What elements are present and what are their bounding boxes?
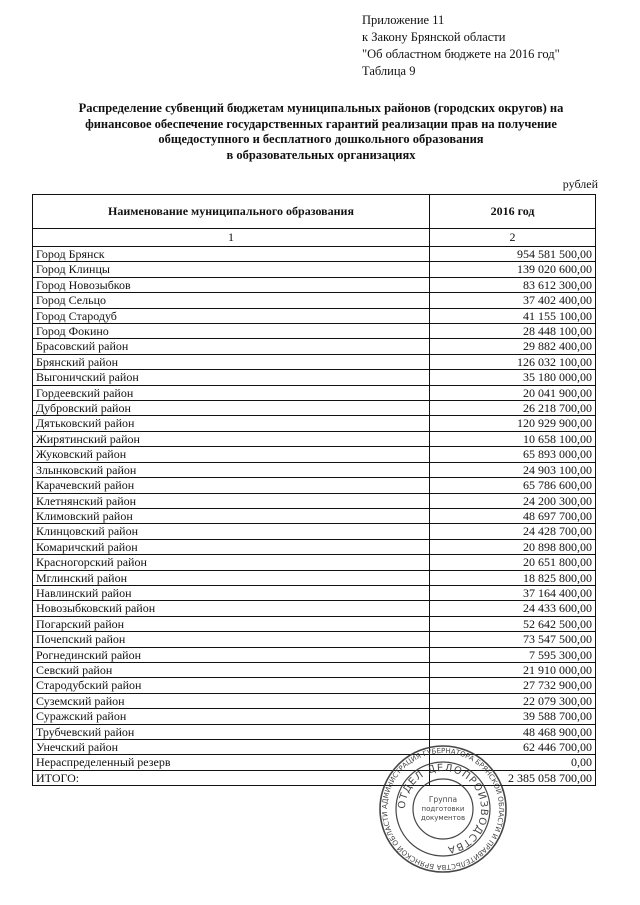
table-row (33, 601, 596, 616)
municipality-name: Город Новозыбков (33, 277, 430, 292)
table-row (33, 724, 596, 739)
subvention-amount: 126 032 100,00 (430, 354, 596, 369)
subvention-amount: 48 468 900,00 (430, 724, 596, 739)
subvention-amount: 52 642 500,00 (430, 616, 596, 631)
table-row (33, 555, 596, 570)
subvention-amount: 139 020 600,00 (430, 262, 596, 277)
municipality-name: ИТОГО: (33, 770, 430, 785)
subvention-amount: 24 428 700,00 (430, 524, 596, 539)
municipality-name: Клинцовский район (33, 524, 430, 539)
municipality-name: Унечский район (33, 740, 430, 755)
municipality-name: Новозыбковский район (33, 601, 430, 616)
municipality-name: Навлинский район (33, 585, 430, 600)
municipality-name: Рогнединский район (33, 647, 430, 662)
subvention-amount: 62 446 700,00 (430, 740, 596, 755)
subvention-amount: 37 402 400,00 (430, 293, 596, 308)
table-row (33, 508, 596, 523)
table-row (33, 678, 596, 693)
subvention-amount: 37 164 400,00 (430, 585, 596, 600)
table-row (33, 339, 596, 354)
subvention-amount: 26 218 700,00 (430, 401, 596, 416)
table-row (33, 431, 596, 446)
subvention-amount: 28 448 100,00 (430, 324, 596, 339)
subvention-amount: 10 658 100,00 (430, 431, 596, 446)
table-row (33, 293, 596, 308)
subvention-amount: 41 155 100,00 (430, 308, 596, 323)
table-row (33, 447, 596, 462)
table-row (33, 247, 596, 262)
table-row (33, 770, 596, 785)
subvention-amount: 2 385 058 700,00 (430, 770, 596, 785)
municipality-name: Дубровский район (33, 401, 430, 416)
subvention-amount: 7 595 300,00 (430, 647, 596, 662)
table-row (33, 354, 596, 369)
subvention-amount: 48 697 700,00 (430, 508, 596, 523)
subvention-amount: 24 200 300,00 (430, 493, 596, 508)
municipality-name: Погарский район (33, 616, 430, 631)
stamp-center-line-2: подготовки (421, 805, 465, 813)
table-row (33, 478, 596, 493)
subvention-amount: 0,00 (430, 755, 596, 770)
table-row (33, 585, 596, 600)
municipality-name: Карачевский район (33, 478, 430, 493)
subvention-table (32, 194, 596, 786)
subvention-amount: 65 786 600,00 (430, 478, 596, 493)
subvention-amount: 29 882 400,00 (430, 339, 596, 354)
municipality-name: Почепский район (33, 632, 430, 647)
municipality-name: Выгоничский район (33, 370, 430, 385)
municipality-name: Стародубский район (33, 678, 430, 693)
subvention-amount: 39 588 700,00 (430, 709, 596, 724)
municipality-name: Злынковский район (33, 462, 430, 477)
table-row (33, 416, 596, 431)
municipality-name: Дятьковский район (33, 416, 430, 431)
municipality-name: Брянский район (33, 354, 430, 369)
official-stamp (378, 744, 508, 874)
table-row (33, 570, 596, 585)
title-line-4: в образовательных организациях (226, 147, 416, 162)
appendix-line-2: к Закону Брянской области (362, 30, 506, 44)
municipality-name: Севский район (33, 662, 430, 677)
municipality-name: Жуковский район (33, 447, 430, 462)
table-row (33, 324, 596, 339)
column-number-row (33, 229, 596, 247)
appendix-line-1: Приложение 11 (362, 13, 445, 27)
stamp-center-line-3: документов (420, 814, 466, 822)
subvention-amount: 27 732 900,00 (430, 678, 596, 693)
table-row (33, 370, 596, 385)
column-number-2: 2 (430, 229, 596, 247)
subvention-amount: 24 903 100,00 (430, 462, 596, 477)
stamp-center-line-1: Группа (428, 795, 458, 804)
subvention-amount: 22 079 300,00 (430, 693, 596, 708)
table-row (33, 740, 596, 755)
table-row (33, 462, 596, 477)
table-row (33, 539, 596, 554)
municipality-name: Жирятинский район (33, 431, 430, 446)
table-row (33, 755, 596, 770)
municipality-name: Брасовский район (33, 339, 430, 354)
subvention-amount: 120 929 900,00 (430, 416, 596, 431)
municipality-name: Суражский район (33, 709, 430, 724)
document-title (40, 101, 602, 163)
municipality-name: Красногорский район (33, 555, 430, 570)
table-row (33, 277, 596, 292)
table-row (33, 632, 596, 647)
municipality-name: Город Стародуб (33, 308, 430, 323)
subvention-amount: 35 180 000,00 (430, 370, 596, 385)
municipality-name: Город Сельцо (33, 293, 430, 308)
header-year: 2016 год (430, 195, 596, 229)
municipality-name: Город Клинцы (33, 262, 430, 277)
title-line-2: финансовое обеспечение государственных гарантий реализации прав на получение (85, 116, 557, 131)
stamp-outer-text: АДМИНИСТРАЦИЯ ГУБЕРНАТОРА БРЯНСКОЙ ОБЛАСТИ И ПРАВИТЕЛЬСТВА БРЯНСКОЙ ОБЛАСТИ (380, 746, 506, 872)
municipality-name: Климовский район (33, 508, 430, 523)
municipality-name: Город Брянск (33, 247, 430, 262)
municipality-name: Суземский район (33, 693, 430, 708)
table-row (33, 647, 596, 662)
table-row (33, 709, 596, 724)
table-row (33, 262, 596, 277)
subvention-amount: 83 612 300,00 (430, 277, 596, 292)
municipality-name: Мглинский район (33, 570, 430, 585)
subvention-amount: 65 893 000,00 (430, 447, 596, 462)
municipality-name: Нераспределенный резерв (33, 755, 430, 770)
municipality-name: Клетнянский район (33, 493, 430, 508)
subvention-amount: 20 898 800,00 (430, 539, 596, 554)
subvention-amount: 18 825 800,00 (430, 570, 596, 585)
column-number-1: 1 (33, 229, 430, 247)
stamp-inner-text: ОТДЕЛ ДЕЛОПРОИЗВОДСТВА (396, 762, 490, 855)
table-row (33, 385, 596, 400)
municipality-name: Трубчевский район (33, 724, 430, 739)
table-row (33, 493, 596, 508)
subvention-amount: 21 910 000,00 (430, 662, 596, 677)
header-row (33, 195, 596, 229)
subvention-amount: 24 433 600,00 (430, 601, 596, 616)
appendix-line-3: "Об областном бюджете на 2016 год" (362, 47, 560, 61)
subvention-amount: 73 547 500,00 (430, 632, 596, 647)
table-row (33, 662, 596, 677)
table-row (33, 524, 596, 539)
table-row (33, 693, 596, 708)
subvention-amount: 954 581 500,00 (430, 247, 596, 262)
table-number: Таблица 9 (362, 64, 416, 78)
municipality-name: Гордеевский район (33, 385, 430, 400)
table-row (33, 401, 596, 416)
table-row (33, 616, 596, 631)
title-line-3: общедоступного и бесплатного дошкольного образования (158, 132, 484, 146)
subvention-amount: 20 651 800,00 (430, 555, 596, 570)
municipality-name: Город Фокино (33, 324, 430, 339)
header-municipality: Наименование муниципального образования (33, 195, 430, 229)
municipality-name: Комаричский район (33, 539, 430, 554)
subvention-amount: 20 041 900,00 (430, 385, 596, 400)
table-row (33, 308, 596, 323)
appendix-block (362, 12, 560, 80)
currency-unit: рублей (562, 177, 598, 191)
title-line-1: Распределение субвенций бюджетам муниципальных районов (городских округов) на (78, 101, 564, 115)
